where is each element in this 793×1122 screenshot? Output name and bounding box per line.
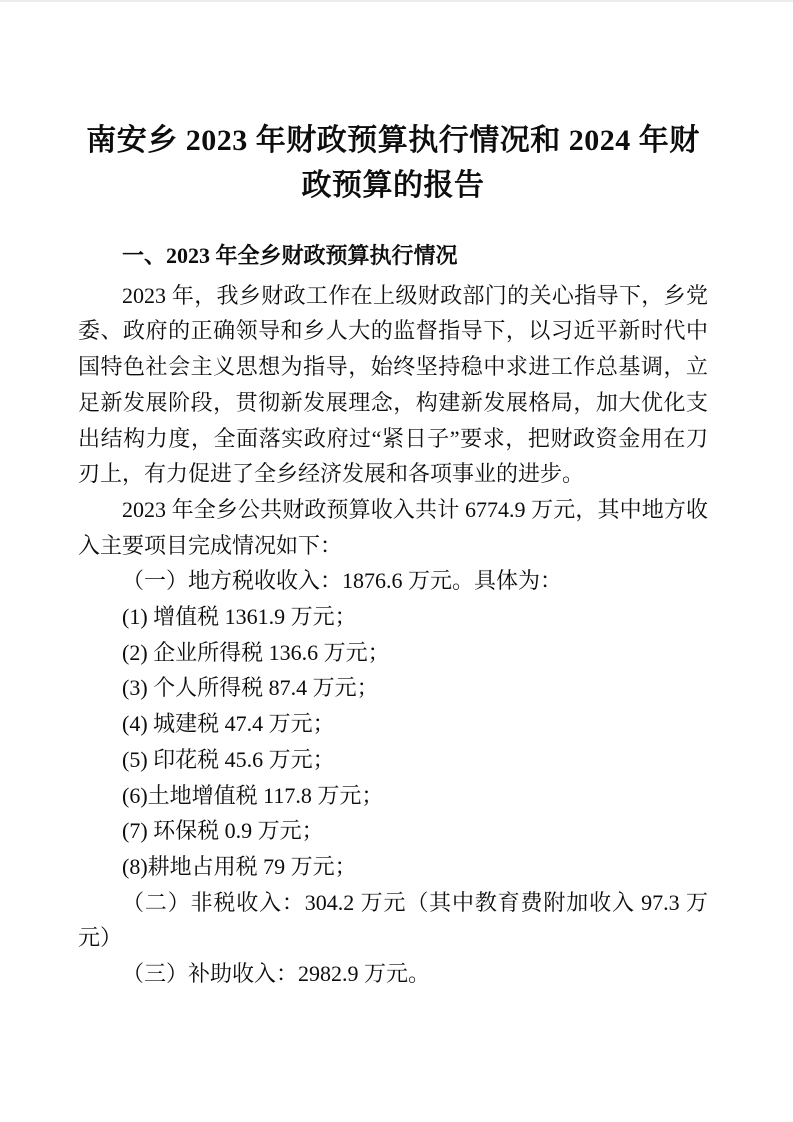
tax-item-corporate-income-tax: (2) 企业所得税 136.6 万元； (122, 639, 390, 665)
paragraph-intro: 2023 年，我乡财政工作在上级财政部门的关心指导下，乡党委、政府的正确领导和乡人大的监督指导下，以习近平新时代中国特色社会主义思想为指导，始终坚持稳中求进工作总基调，立足新发展阶段，贯彻新发展理念，构建新发展格局，加大优化支出结构力度，全面落实政府过“紧日子”要求，把财政资金用在刀刃上，有力促进了全乡经济发展和各项事业的进步。 (78, 282, 708, 487)
tax-item-stamp-tax: (5) 印花税 45.6 万元； (122, 746, 335, 772)
item-subsidy-revenue: （三）补助收入：2982.9 万元。 (122, 961, 431, 987)
item-local-tax-revenue: （一）地方税收收入：1876.6 万元。具体为： (122, 568, 563, 594)
tax-item-vat: (1) 增值税 1361.9 万元； (122, 604, 357, 630)
item-nontax-revenue: （二）非税收入：304.2 万元（其中教育费附加收入 97.3 万元） (78, 889, 708, 951)
tax-item-environmental-tax: (7) 环保税 0.9 万元； (122, 818, 324, 844)
section-heading-budget-execution: 一、2023 年全乡财政预算执行情况 (122, 243, 458, 268)
title-line-1: 南安乡 2023 年财政预算执行情况和 2024 年财 (86, 124, 700, 157)
title-line-2: 政预算的报告 (301, 169, 485, 202)
document-title (78, 118, 708, 208)
paragraph-revenue-total: 2023 年全乡公共财政预算收入共计 6774.9 万元，其中地方收入主要项目完成情况如下： (78, 496, 708, 558)
tax-item-personal-income-tax: (3) 个人所得税 87.4 万元； (122, 675, 379, 701)
tax-item-urban-construction-tax: (4) 城建税 47.4 万元； (122, 711, 335, 737)
tax-item-land-appreciation-tax: (6)土地增值税 117.8 万元； (122, 782, 384, 808)
tax-item-farmland-occupation-tax: (8)耕地占用税 79 万元； (122, 853, 357, 879)
